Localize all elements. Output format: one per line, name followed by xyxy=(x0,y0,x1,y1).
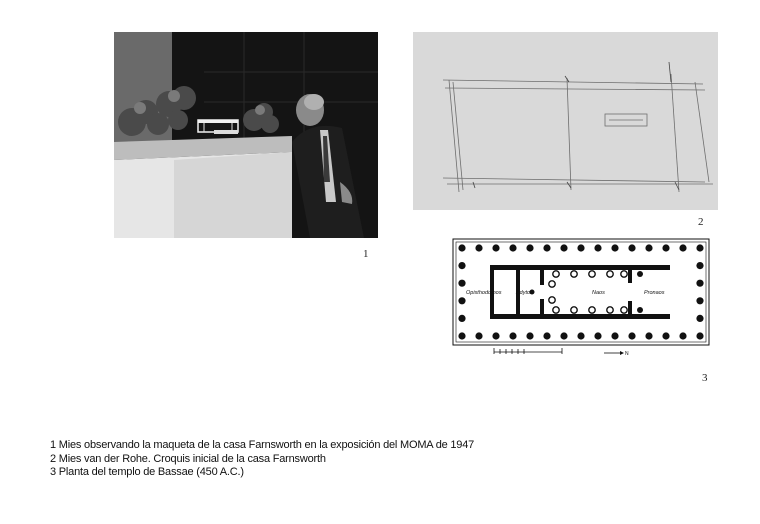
engaged-column xyxy=(571,307,577,313)
photo-mies-model xyxy=(114,32,378,238)
label-adyton: Adyton xyxy=(516,290,534,296)
column xyxy=(594,244,601,251)
captions xyxy=(50,439,474,480)
column xyxy=(696,280,703,287)
column xyxy=(526,244,533,251)
column xyxy=(475,244,482,251)
column xyxy=(577,244,584,251)
caption-2: 2 Mies van der Rohe. Croquis inicial de la casa Farnsworth xyxy=(50,452,326,465)
column xyxy=(458,332,465,339)
column xyxy=(679,244,686,251)
caption-1: 1 Mies observando la maqueta de la casa Farnsworth en la exposición del MOMA de 1947 xyxy=(50,439,475,451)
column xyxy=(696,297,703,304)
column xyxy=(577,332,584,339)
column xyxy=(509,244,516,251)
column xyxy=(543,332,550,339)
column xyxy=(611,332,618,339)
label-naos: Naos xyxy=(592,290,605,296)
temple-plan xyxy=(452,238,710,346)
figure-number-1: 1 xyxy=(363,248,369,260)
column xyxy=(458,244,465,251)
column xyxy=(458,280,465,287)
column xyxy=(662,244,669,251)
engaged-column xyxy=(607,271,613,277)
column xyxy=(509,332,516,339)
engaged-column xyxy=(589,271,595,277)
column xyxy=(475,332,482,339)
column xyxy=(458,262,465,269)
column xyxy=(594,332,601,339)
column xyxy=(679,332,686,339)
column xyxy=(696,315,703,322)
sketch-farnsworth xyxy=(413,32,718,210)
column xyxy=(628,332,635,339)
engaged-column xyxy=(553,271,559,277)
engaged-column xyxy=(553,307,559,313)
engaged-column xyxy=(549,297,555,303)
label-pronaos: Pronaos xyxy=(644,290,665,296)
column xyxy=(696,332,703,339)
column xyxy=(458,315,465,322)
engaged-column xyxy=(621,307,627,313)
engaged-column xyxy=(571,271,577,277)
column xyxy=(492,332,499,339)
column xyxy=(560,244,567,251)
caption-3: 3 Planta del templo de Bassae (450 A.C.) xyxy=(50,466,244,478)
engaged-column xyxy=(607,307,613,313)
figure-number-2: 2 xyxy=(698,216,704,228)
column xyxy=(696,262,703,269)
column xyxy=(696,244,703,251)
engaged-column xyxy=(549,281,555,287)
column xyxy=(628,244,635,251)
column xyxy=(543,244,550,251)
column xyxy=(611,244,618,251)
north-label: N xyxy=(625,351,629,357)
column xyxy=(560,332,567,339)
scale-bar xyxy=(492,344,642,360)
column xyxy=(645,244,652,251)
figure-number-3: 3 xyxy=(702,372,708,384)
column xyxy=(458,297,465,304)
engaged-column xyxy=(589,307,595,313)
column xyxy=(662,332,669,339)
column xyxy=(492,244,499,251)
column xyxy=(526,332,533,339)
label-opisthodomos: Opisthodomos xyxy=(466,290,502,296)
column xyxy=(645,332,652,339)
engaged-column xyxy=(621,271,627,277)
